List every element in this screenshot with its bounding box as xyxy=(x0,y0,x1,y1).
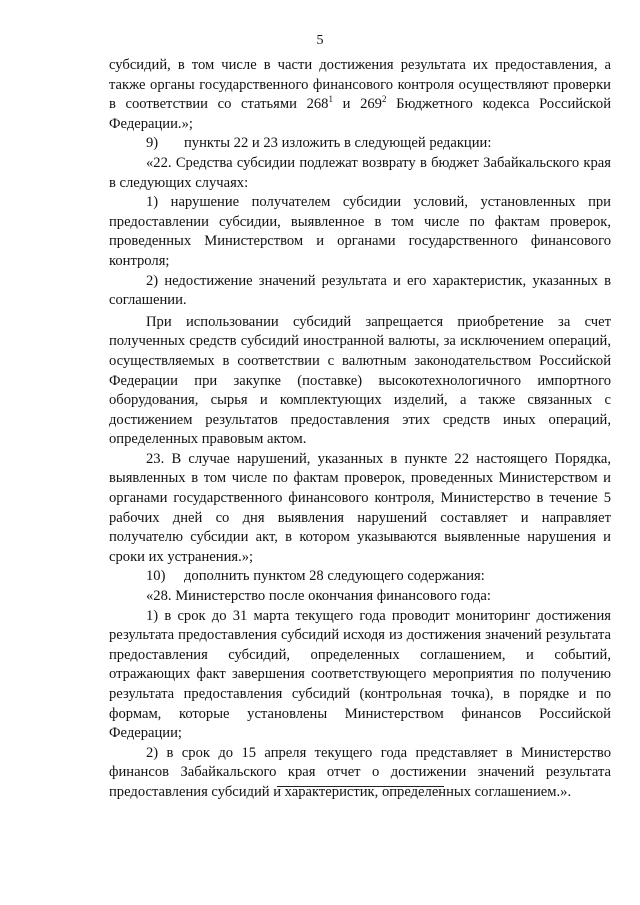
page-number: 5 xyxy=(316,33,324,48)
amendment-item-9 xyxy=(109,134,611,154)
clause-22-subitem-2: 2) недостижение значений результата и его характеристик, указанных в соглашении. xyxy=(109,272,611,309)
clause-23: 23. В случае нарушений, указанных в пункте 22 настоящего Порядка, выявленных в том числе по фактам проверок, проведенных Министерством и органами государственного финансового контроля, Министерство в течение 5 рабочих дней со дня выявления нарушений составляет и направляет получателю субсидии акт, в котором указываются выявленные нарушения и сроки их устранения.»; xyxy=(109,450,611,565)
conjunction: и xyxy=(342,96,351,113)
item-text: дополнить пунктом 28 следующего содержания: xyxy=(184,568,485,585)
article-superscript: 1 xyxy=(328,94,333,105)
end-of-document-line xyxy=(277,786,444,787)
paragraph-text: субсидий, в том числе в части достижения результата их предоставления, а также органы государственного финансового контроля осуществляют проверки в соответствии со статьями xyxy=(109,57,611,113)
amendment-item-10 xyxy=(109,567,611,587)
paragraph-articles-reference xyxy=(109,56,611,134)
article-number: 268 xyxy=(306,96,329,113)
clause-22-subitem-1: 1) нарушение получателем субсидии условий, установленных при предоставлении субсидии, выявленное в том числе по фактам проверок, проведенных Министерством и органами государственного финансового контроля; xyxy=(109,194,611,269)
clause-22: «22. Средства субсидии подлежат возврату в бюджет Забайкальского края в следующих случаях: xyxy=(109,154,611,191)
clause-28: «28. Министерство после окончания финансового года: xyxy=(146,588,491,605)
item-number: 9) xyxy=(146,135,159,152)
item-text: пункты 22 и 23 изложить в следующей редакции: xyxy=(184,135,492,152)
paragraph-text: Бюджетного кодекса Российской Федерации.»; xyxy=(109,96,611,132)
clause-28-subitem-1: 1) в срок до 31 марта текущего года проводит мониторинг достижения результата предоставления субсидий исходя из достижения значений результата предоставления субсидий, определенных соглашением, и событий, отражающих факт завершения соответствующего мероприятия по получению результата предоставления субсидий (контрольная точка), в порядке и по формам, которые установлены Министерством финансов Российской Федерации; xyxy=(109,607,611,742)
clause-22-prohibition: При использовании субсидий запрещается приобретение за счет полученных средств субсидий иностранной валюты, за исключением операций, осуществляемых в соответствии с валютным законодательством Российской Федерации при закупке (поставке) высокотехнологичного импортного оборудования, сырья и комплектующих изделий, а также связанных с достижением результатов предоставления этих средств иных операций, определенных правовым актом. xyxy=(109,313,611,448)
article-number: 269 xyxy=(360,96,382,113)
clause-28-subitem-2: 2) в срок до 15 апреля текущего года представляет в Министерство финансов Забайкальского края отчет о достижении значений результата предоставления субсидий и характеристик, определенных соглашением.». xyxy=(109,744,611,800)
article-superscript: 2 xyxy=(381,94,387,105)
document-body xyxy=(109,56,611,803)
item-number: 10) xyxy=(146,568,166,585)
